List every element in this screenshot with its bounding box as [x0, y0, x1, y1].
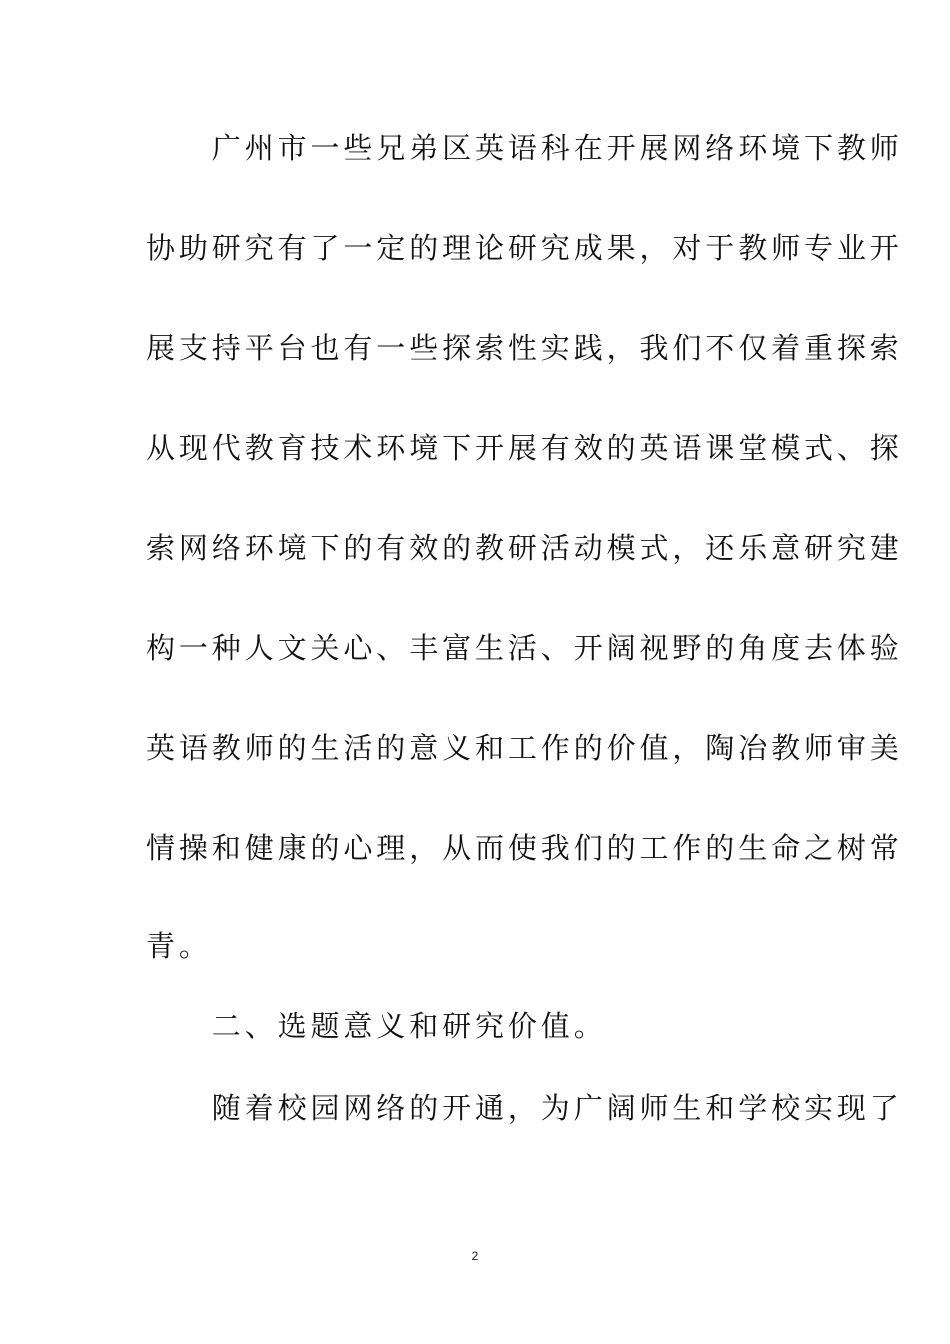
paragraph-line-3: 展支持平台也有一些探索性实践，我们不仅着重探索: [146, 331, 903, 365]
paragraph-line-2: 协助研究有了一定的理论研究成果，对于教师专业开: [146, 231, 903, 265]
paragraph-line-8: 情操和健康的心理，从而使我们的工作的生命之树常: [146, 831, 903, 865]
paragraph-line-9: 青。: [146, 929, 212, 963]
paragraph-line-10: 随着校园网络的开通，为广阔师生和学校实现了: [146, 1091, 903, 1125]
section-heading: 二、选题意义和研究价值。: [146, 1009, 607, 1043]
paragraph-line-5: 索网络环境下的有效的教研活动模式，还乐意研究建: [146, 531, 903, 565]
paragraph-line-7: 英语教师的生活的意义和工作的价值，陶冶教师审美: [146, 731, 903, 765]
paragraph-line-1: 广州市一些兄弟区英语科在开展网络环境下教师: [146, 131, 903, 165]
paragraph-line-6: 构一种人文关心、丰富生活、开阔视野的角度去体验: [146, 631, 903, 665]
page-number: 2: [471, 1249, 479, 1263]
paragraph-line-4: 从现代教育技术环境下开展有效的英语课堂模式、探: [146, 431, 903, 465]
